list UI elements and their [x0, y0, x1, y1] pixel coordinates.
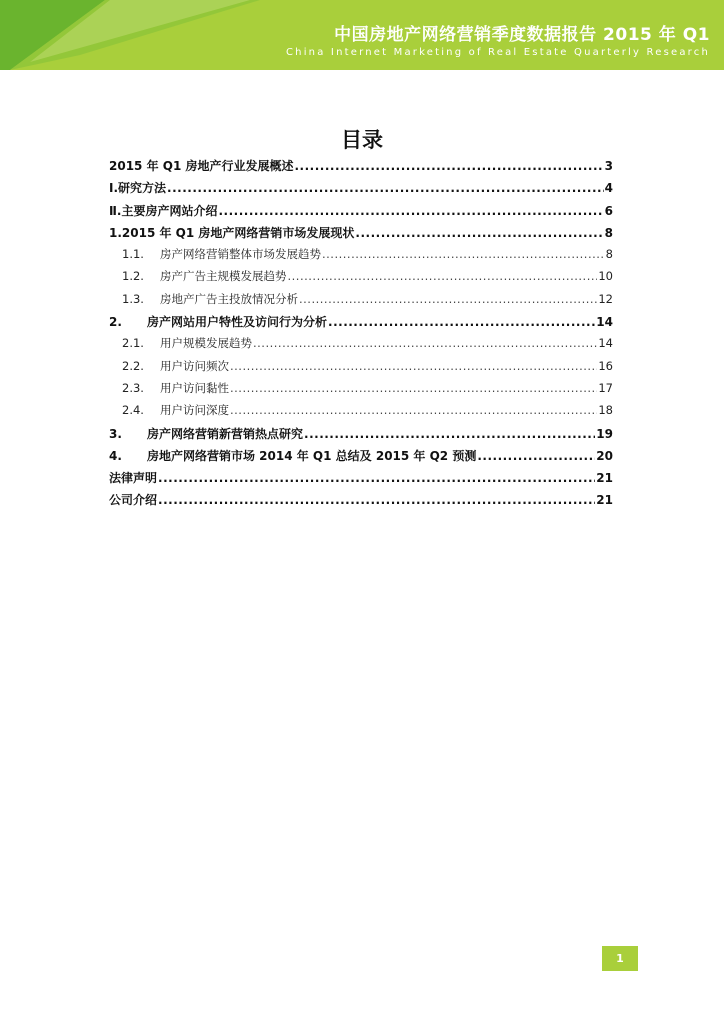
toc-entry-label: 房产网络营销整体市场发展趋势 [160, 247, 321, 262]
toc-leader-dots [230, 359, 597, 373]
toc-entry-page: 18 [598, 403, 613, 418]
toc-entry-page: 10 [598, 269, 613, 284]
toc-leader-dots [167, 181, 604, 195]
toc-entry-label: 房产网站用户特性及访问行为分析 [147, 315, 328, 330]
toc-entry-page: 16 [598, 358, 613, 373]
toc-entry-label: 2015 年 Q1 房地产行业发展概述 [109, 159, 294, 173]
toc-entry-number: 1.2. [122, 269, 144, 284]
toc-entry[interactable] [109, 202, 613, 224]
toc-entry-page: 17 [598, 380, 613, 395]
toc-entry-page: 8 [605, 247, 613, 262]
toc-entry-number: 2. [109, 315, 122, 330]
toc-entry-number: 4. [109, 448, 122, 463]
toc-leader-dots [304, 427, 595, 441]
toc-entry[interactable] [109, 491, 613, 513]
toc-entry-label: 房地产广告主投放情况分析 [160, 291, 298, 306]
toc-leader-dots [158, 493, 595, 507]
toc-entry-page: 21 [596, 471, 613, 486]
toc-leader-dots [294, 159, 603, 173]
toc-leader-dots [477, 449, 595, 463]
toc-entry-number: 1.1. [122, 247, 144, 262]
toc-entry[interactable] [109, 469, 613, 491]
table-of-contents [109, 157, 613, 514]
toc-entry[interactable] [109, 380, 613, 402]
toc-entry[interactable] [109, 335, 613, 357]
toc-leader-dots [230, 403, 597, 417]
toc-entry-number: 2.3. [122, 380, 144, 395]
toc-entry-page: 8 [604, 225, 613, 240]
toc-entry[interactable] [109, 425, 613, 447]
toc-entry-label: 房产网络营销新营销热点研究 [147, 426, 304, 441]
toc-entry-number: 2.4. [122, 403, 144, 418]
toc-entry-page: 12 [598, 291, 613, 306]
report-title: 中国房地产网络营销季度数据报告 2015 年 Q1 [334, 25, 710, 45]
toc-entry-page: 14 [596, 315, 613, 330]
toc-entry-number: 2.2. [122, 358, 144, 373]
toc-entry-label: Ⅱ.主要房产网站介绍 [109, 203, 218, 218]
toc-leader-dots [355, 226, 603, 240]
toc-entry-label: 公司介绍 [109, 493, 158, 508]
toc-entry[interactable] [109, 447, 613, 469]
page-header [0, 0, 724, 70]
toc-entry-page: 19 [596, 426, 613, 441]
toc-entry-label: 1.2015 年 Q1 房地产网络营销市场发展现状 [109, 225, 355, 240]
toc-entry-label: 房地产网络营销市场 2014 年 Q1 总结及 2015 年 Q2 预测 [147, 448, 477, 463]
toc-heading: 目录 [341, 128, 383, 152]
toc-entry[interactable] [109, 157, 613, 179]
toc-leader-dots [253, 336, 597, 350]
toc-entry[interactable] [109, 179, 613, 201]
toc-entry-label: 用户访问频次 [160, 358, 229, 373]
toc-entry-label: 法律声明 [109, 471, 158, 486]
toc-leader-dots [158, 471, 595, 485]
toc-leader-dots [299, 292, 597, 306]
toc-entry-page: 14 [598, 336, 613, 351]
toc-entry-label: 用户规模发展趋势 [160, 336, 252, 351]
report-subtitle: China Internet Marketing of Real Estate Quarterly Research [285, 47, 710, 58]
toc-entry[interactable] [109, 291, 613, 313]
toc-leader-dots [328, 315, 595, 329]
toc-leader-dots [218, 204, 603, 218]
toc-entry-page: 4 [604, 181, 613, 196]
toc-leader-dots [230, 381, 597, 395]
toc-leader-dots [322, 247, 605, 261]
toc-entry[interactable] [109, 313, 613, 335]
toc-entry-number: 2.1. [122, 336, 144, 351]
toc-leader-dots [288, 269, 598, 283]
toc-entry-label: 用户访问深度 [160, 403, 229, 418]
toc-entry-page: 3 [604, 159, 613, 173]
toc-entry[interactable] [109, 224, 613, 246]
toc-entry-page: 21 [596, 493, 613, 508]
page-number-badge: 1 [602, 946, 638, 971]
toc-entry-label: 房产广告主规模发展趋势 [160, 269, 287, 284]
toc-entry-number: 1.3. [122, 291, 144, 306]
toc-entry-label: 用户访问黏性 [160, 380, 229, 395]
toc-entry-label: Ⅰ.研究方法 [109, 181, 167, 196]
toc-entry[interactable] [109, 268, 613, 290]
toc-entry[interactable] [109, 402, 613, 424]
toc-entry[interactable] [109, 246, 613, 268]
toc-entry[interactable] [109, 358, 613, 380]
toc-entry-number: 3. [109, 426, 122, 441]
toc-entry-page: 20 [596, 448, 613, 463]
toc-entry-page: 6 [604, 203, 613, 218]
